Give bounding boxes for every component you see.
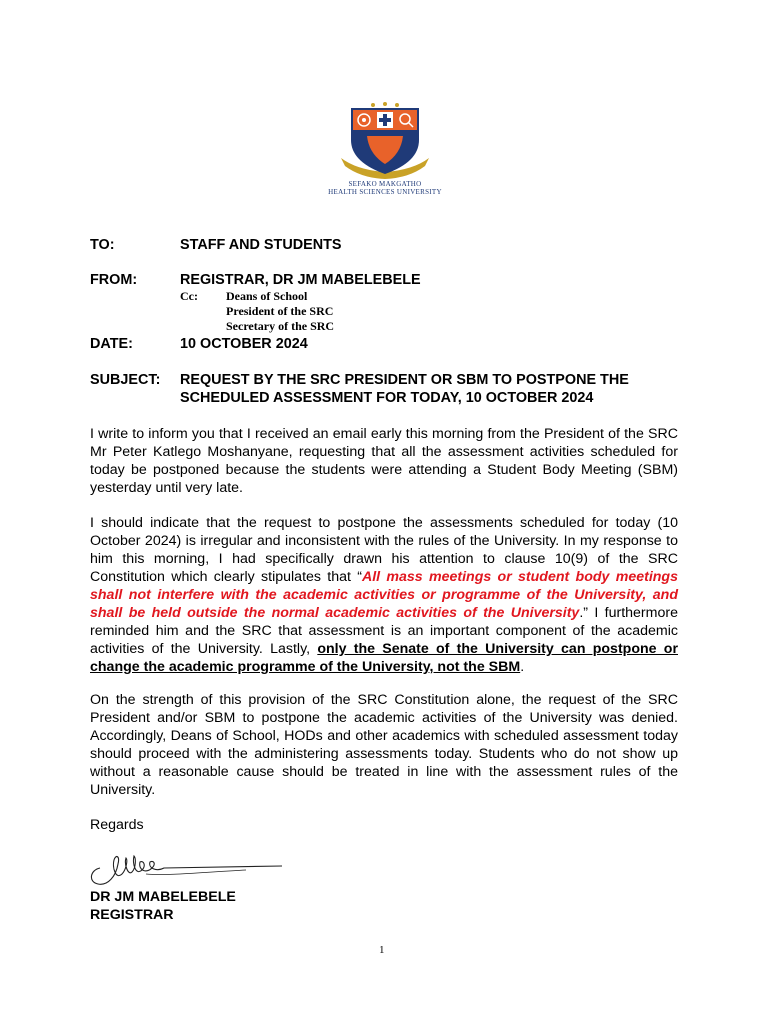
cc-label: Cc:: [180, 289, 198, 303]
subject-value: [180, 371, 700, 407]
subject-label: SUBJECT:: [90, 372, 161, 388]
senate-statement: only the Senate of the University can postpone or change the academic programme of the University, not the SBM: [90, 641, 678, 675]
to-value: STAFF AND STUDENTS: [180, 237, 342, 253]
cc-item: Secretary of the SRC: [226, 319, 335, 333]
paragraph-2-text: .” I furthermore reminded him and the SRC that assessment is an important component of the academic activities of the University. Lastly,: [90, 605, 678, 657]
university-name-line1: SEFAKO MAKGATHO: [348, 180, 422, 188]
paragraph-2: [90, 514, 678, 676]
signatory-title: REGISTRAR: [90, 907, 174, 923]
cc-item: Deans of School: [226, 289, 308, 303]
date-value: 10 OCTOBER 2024: [180, 336, 308, 352]
subject-line: SCHEDULED ASSESSMENT FOR TODAY, 10 OCTOBER 2024: [180, 390, 594, 406]
regards-text: Regards: [90, 817, 144, 833]
from-value: REGISTRAR, DR JM MABELEBELE: [180, 272, 421, 288]
subject-line: REQUEST BY THE SRC PRESIDENT OR SBM TO POSTPONE THE: [180, 372, 629, 388]
university-name-line2: HEALTH SCIENCES UNIVERSITY: [328, 188, 442, 196]
cc-item: President of the SRC: [226, 304, 334, 318]
cc-list: [180, 289, 334, 334]
from-row: [90, 272, 421, 288]
from-label: FROM:: [90, 272, 138, 288]
university-logo: [300, 100, 470, 206]
to-row: [90, 237, 342, 253]
paragraph-3: On the strength of this provision of the SRC Constitution alone, the request of the SRC President and/or SBM to postpone the academic activities of the University was denied. Accordingly, Deans of School, HODs and other academics with scheduled assessment today should proceed with the administering assessments today. Students who do not show up without a reasonable cause should be treated in line with the assessment rules of the University.: [90, 692, 678, 798]
signature-image: [86, 846, 286, 893]
page-number: 1: [379, 944, 385, 956]
signatory-name: DR JM MABELEBELE: [90, 889, 236, 905]
paragraph-2-end: .: [520, 659, 525, 675]
date-row: [90, 336, 308, 352]
to-label: TO:: [90, 237, 115, 253]
constitution-quote: All mass meetings or student body meetings shall not interfere with the academic activities or programme of the University, and shall be held outside the normal academic activities of the University: [90, 569, 678, 621]
date-label: DATE:: [90, 336, 133, 352]
paragraph-2-text: I should indicate that the request to postpone the assessments scheduled for today (10 October 2024) is irregular and inconsistent with the rules of the University. In my response to him this morning, I had specifically drawn his attention to clause 10(9) of the SRC Constitution which clearly stipulates that “: [90, 515, 678, 585]
crest-icon: [337, 100, 433, 180]
paragraph-1: I write to inform you that I received an email early this morning from the President of the SRC Mr Peter Katlego Moshanyane, requesting that all the assessment activities scheduled for today be postponed because the students were attending a Student Body Meeting (SBM) yesterday until very late.: [90, 426, 678, 496]
